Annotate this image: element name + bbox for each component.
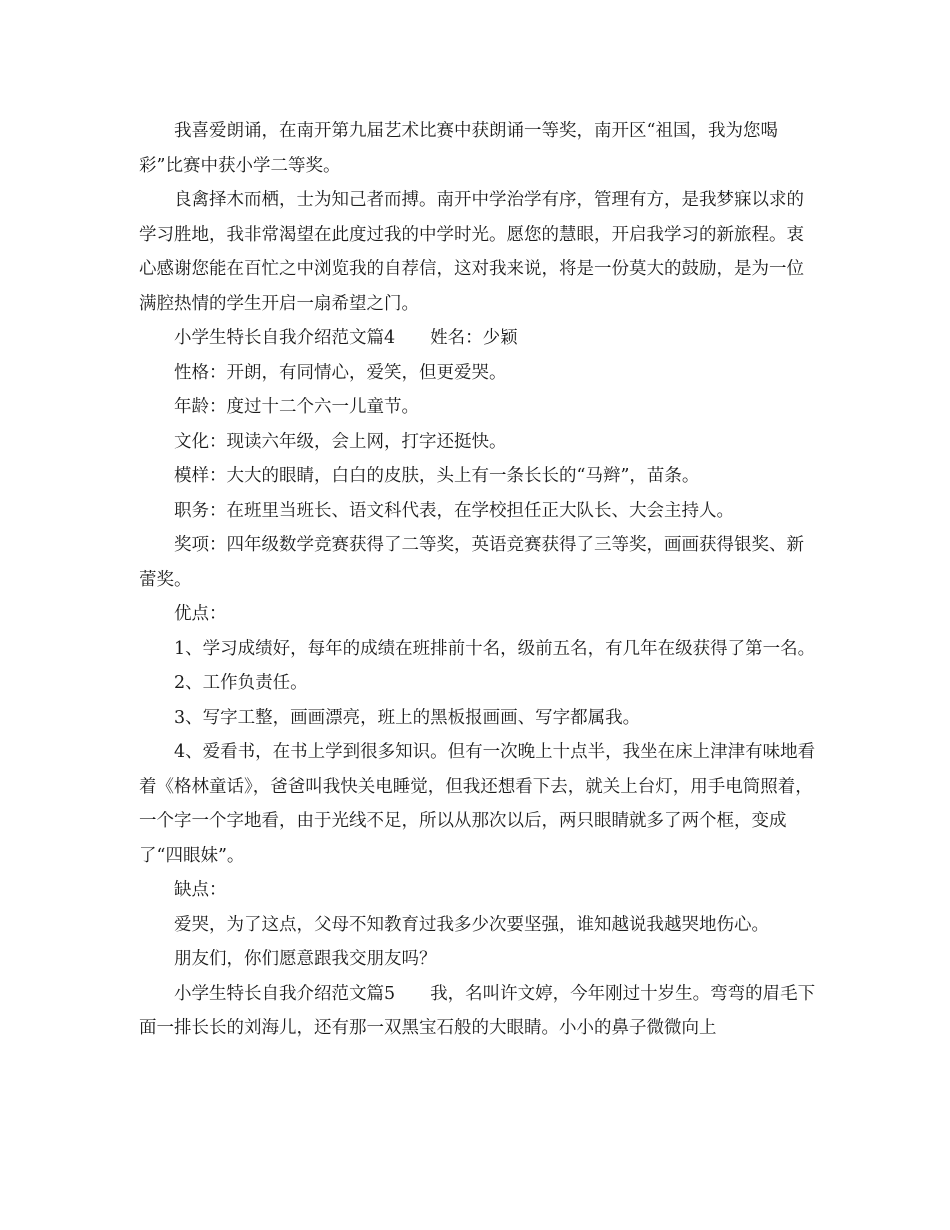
paragraph-nankai-school: 良禽择木而栖，士为知己者而搏。南开中学治学有序，管理有方，是我梦寐以求的学习胜地，我非常渴望在此度过我的中学时光。愿您的慧眼，开启我学习的新旅程。衷心感谢您能在百忙之中浏览我的自荐信，这对我来说，将是一份莫大的鼓励，是为一位满腔热情的学生开启一扇希望之门。 (139, 190, 804, 314)
paragraph-awards: 奖项：四年级数学竞赛获得了二等奖，英语竞赛获得了三等奖，画画获得银奖、新蕾奖。 (139, 535, 804, 590)
paragraph-weakness: 爱哭，为了这点，父母不知教育过我多少次要坚强，谁知越说我越哭地伤心。 (174, 914, 769, 935)
paragraph-article5-intro: 小学生特长自我介绍范文篇5 我，名叫许文婷，今年刚过十岁生。弯弯的眉毛下面一排长长的刘海儿，还有那一双黑宝石般的大眼睛。小小的鼻子微微向上 (139, 983, 816, 1038)
paragraph-weakness-heading: 缺点： (174, 880, 227, 900)
paragraph-friends: 朋友们，你们愿意跟我交朋友吗？ (174, 949, 437, 969)
paragraph-recitation-award: 我喜爱朗诵，在南开第九届艺术比赛中获朗诵一等奖，南开区“祖国，我为您喝彩”比赛中获小学二等奖。 (139, 121, 778, 176)
paragraph-appearance: 模样：大大的眼睛，白白的皮肤，头上有一条长长的“马辫”，苗条。 (174, 466, 700, 486)
paragraph-strength-2: 2、工作负责任。 (174, 673, 308, 693)
paragraph-duties: 职务：在班里当班长、语文科代表，在学校担任正大队长、大会主持人。 (174, 500, 734, 521)
paragraph-education: 文化：现读六年级，会上网，打字还挺快。 (174, 431, 507, 452)
paragraph-strengths-heading: 优点： (174, 604, 227, 624)
paragraph-age: 年龄：度过十二个六一儿童节。 (174, 397, 419, 417)
paragraph-article4-name: 小学生特长自我介绍范文篇4 姓名：少颖 (174, 328, 518, 348)
paragraph-strength-3: 3、写字工整，画画漂亮，班上的黑板报画画、写字都属我。 (174, 707, 641, 728)
paragraph-strength-4: 4、爱看书，在书上学到很多知识。但有一次晚上十点半，我坐在床上津津有味地看着《格林童话》，爸爸叫我快关电睡觉，但我还想看下去，就关上台灯，用手电筒照着，一个字一个字地看，由于光线不足，所以从那次以后，两只眼睛就多了两个框，变成了“四眼妹”。 (139, 742, 816, 866)
document-body (139, 114, 819, 1046)
paragraph-personality: 性格：开朗，有同情心，爱笑，但更爱哭。 (174, 362, 507, 383)
paragraph-strength-1: 1、学习成绩好，每年的成绩在班排前十名，级前五名，有几年在级获得了第一名。 (174, 638, 816, 659)
